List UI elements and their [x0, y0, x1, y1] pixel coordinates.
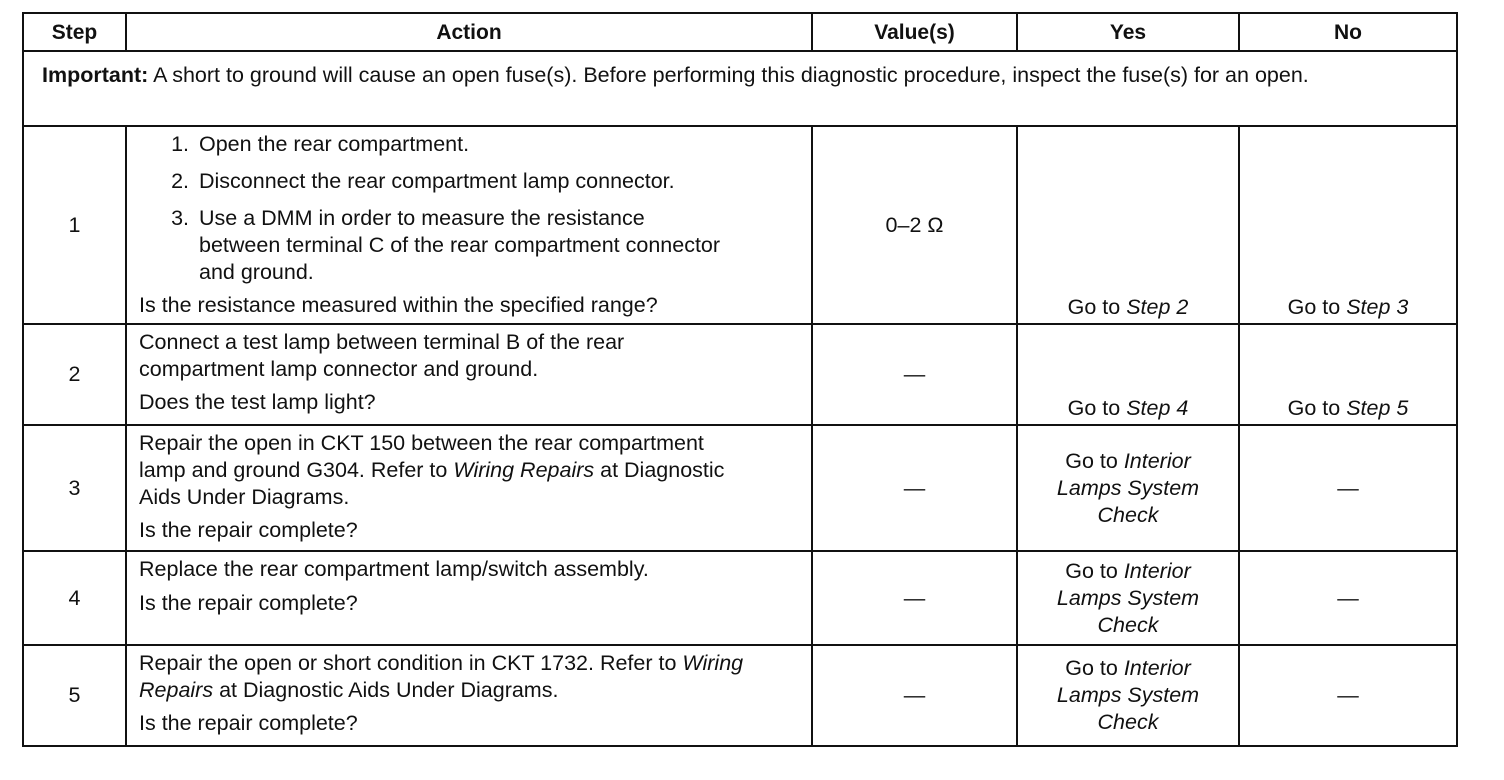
no-cell: —: [1239, 425, 1457, 551]
yes-prefix: Go to: [1065, 558, 1124, 583]
step-number: 3: [23, 425, 126, 551]
table-row: [23, 425, 1457, 551]
important-text: A short to ground will cause an open fuse(s). Before performing this diagnostic procedure, inspect the fuse(s) for an open.: [148, 63, 1309, 87]
action-cell: [126, 551, 812, 645]
action-question: Is the repair complete?: [139, 518, 358, 542]
action-text-italic: Wiring Repairs: [139, 651, 744, 702]
yes-ref: Interior Lamps System Check: [1056, 448, 1200, 527]
important-row: [23, 51, 1457, 126]
yes-ref: Interior Lamps System Check: [1056, 656, 1200, 734]
no-prefix: Go to: [1287, 396, 1347, 420]
no-cell: [1239, 126, 1457, 324]
table-row: [23, 645, 1457, 746]
header-yes: Yes: [1017, 13, 1239, 51]
action-text: [139, 650, 799, 704]
action-item: 3. Use a DMM in order to measure the resistance between terminal C of the rear compartment connector and ground.: [195, 205, 799, 286]
value-cell: —: [812, 645, 1017, 746]
yes-ref: Step 2: [1126, 295, 1189, 319]
action-item: 1. Open the rear compartment.: [195, 131, 799, 158]
value-cell: —: [812, 425, 1017, 551]
diagnostic-table: [22, 12, 1458, 747]
action-text-italic: Wiring Repairs: [453, 458, 595, 482]
header-step: Step: [23, 13, 126, 51]
yes-cell: [1017, 551, 1239, 645]
table-row: [23, 126, 1457, 324]
action-cell: [126, 324, 812, 425]
action-list: [139, 131, 799, 286]
yes-prefix: Go to: [1067, 396, 1127, 420]
action-question: Is the repair complete?: [139, 591, 358, 615]
action-cell: [126, 645, 812, 746]
action-question: Is the resistance measured within the specified range?: [139, 293, 658, 317]
action-item: 2. Disconnect the rear compartment lamp connector.: [195, 168, 799, 195]
yes-ref: Step 4: [1126, 396, 1189, 420]
header-no: No: [1239, 13, 1457, 51]
table-row: [23, 324, 1457, 425]
important-label: Important:: [42, 63, 149, 87]
step-number: 1: [23, 126, 126, 324]
value-cell: 0–2 Ω: [812, 126, 1017, 324]
action-text: Replace the rear compartment lamp/switch assembly.: [139, 557, 649, 581]
action-text-pre: Repair the open in CKT 150 between the rear compartment lamp and ground G304. Refer to: [139, 431, 704, 482]
value-cell: —: [812, 551, 1017, 645]
yes-prefix: Go to: [1065, 656, 1124, 680]
action-text-post: at Diagnostic Aids Under Diagrams.: [139, 458, 725, 509]
yes-ref: Interior Lamps System Check: [1056, 558, 1200, 637]
important-note: [23, 51, 1457, 126]
yes-prefix: Go to: [1067, 295, 1127, 319]
no-prefix: Go to: [1287, 295, 1347, 319]
yes-cell: [1017, 425, 1239, 551]
no-cell: —: [1239, 551, 1457, 645]
yes-cell: [1017, 645, 1239, 746]
action-text: Connect a test lamp between terminal B of the rear compartment lamp connector and ground.: [139, 330, 625, 381]
action-text-post: at Diagnostic Aids Under Diagrams.: [213, 678, 559, 702]
value-cell: —: [812, 324, 1017, 425]
action-cell: [126, 425, 812, 551]
yes-cell: [1017, 324, 1239, 425]
yes-cell: [1017, 126, 1239, 324]
action-text-pre: Repair the open or short condition in CKT 1732. Refer to: [139, 651, 683, 675]
header-row: [23, 13, 1457, 51]
action-text: [139, 430, 799, 511]
no-cell: [1239, 324, 1457, 425]
action-cell: [126, 126, 812, 324]
table-row: [23, 551, 1457, 645]
no-ref: Step 3: [1346, 295, 1409, 319]
header-values: Value(s): [812, 13, 1017, 51]
action-question: Does the test lamp light?: [139, 390, 376, 414]
step-number: 2: [23, 324, 126, 425]
no-cell: —: [1239, 645, 1457, 746]
no-ref: Step 5: [1346, 396, 1409, 420]
step-number: 5: [23, 645, 126, 746]
header-action: Action: [126, 13, 812, 51]
action-question: Is the repair complete?: [139, 711, 358, 735]
yes-prefix: Go to: [1065, 448, 1124, 473]
step-number: 4: [23, 551, 126, 645]
